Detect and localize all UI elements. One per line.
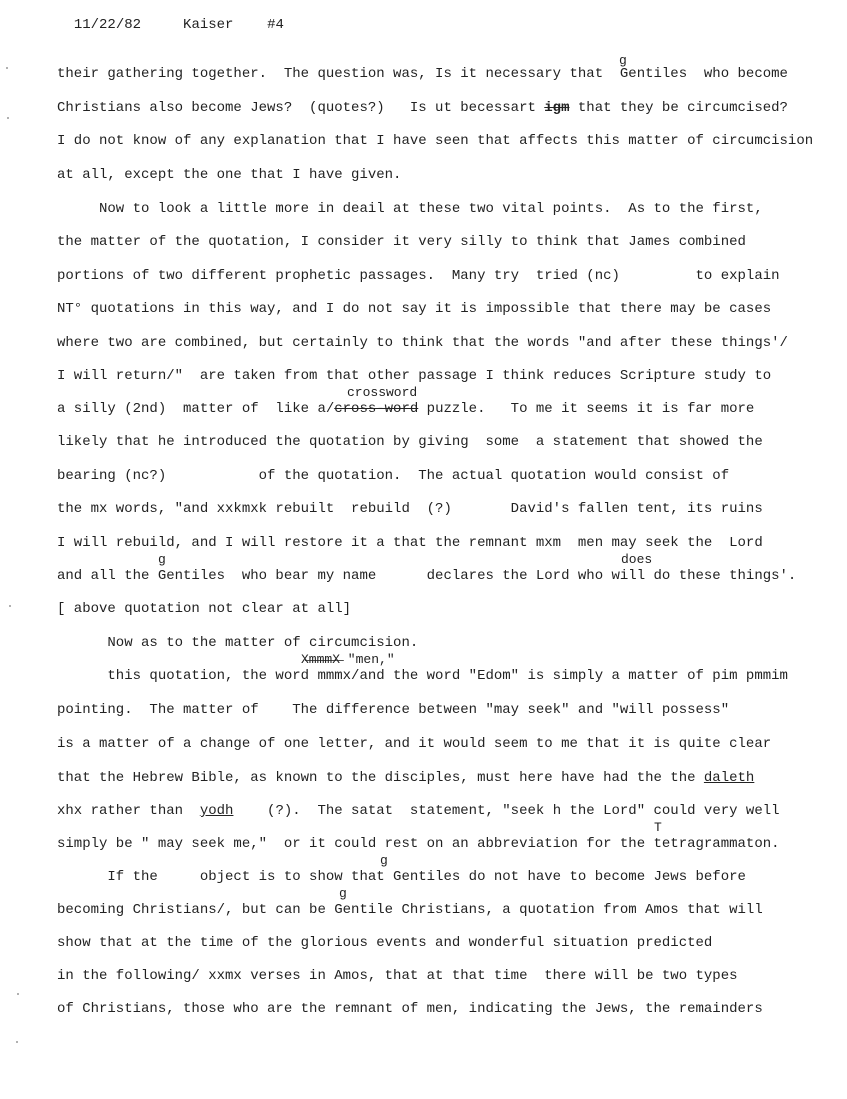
text-line-3: I do not know of any explanation that I have seen that affects this matter of circumcision [57, 133, 814, 149]
text-line-5: Now to look a little more in deail at these two vital points. As to the first, [57, 201, 763, 217]
annotation-does: does [621, 552, 653, 567]
text-line-29: of Christians, those who are the remnant of men, indicating the Jews, the remainders [57, 1001, 763, 1017]
text-line-11-c: puzzle. To me it seems it is far more [418, 401, 755, 417]
text-line-23-a: xhx rather than [57, 803, 200, 819]
text-line-9: where two are combined, but certainly to think that the words "and after these things'/ [57, 335, 788, 351]
text-line-28: in the following/ xxmx verses in Amos, that at that time there will be two types [57, 968, 738, 984]
text-line-7: portions of two different prophetic passages. Many try tried (nc) to explain [57, 268, 780, 284]
header-date: 11/22/82 [73, 17, 142, 33]
text-line-18: Now as to the matter of circumcision. [57, 635, 419, 651]
text-line-2-c: that they be circumcised? [569, 100, 788, 116]
text-line-23-c: (?). The satat statement, "seek h the Lord" could very well [233, 803, 780, 819]
text-line-10: I will return/" are taken from that other passage I think reduces Scripture study to [57, 368, 772, 384]
annotation-g-4: g [339, 886, 347, 901]
text-line-27: show that at the time of the glorious events and wonderful situation predicted [57, 935, 713, 951]
scan-speck [7, 117, 9, 119]
text-line-22 [57, 770, 754, 786]
text-line-6: the matter of the quotation, I consider it very silly to think that James combined [57, 234, 746, 250]
text-line-2-a: Christians also become Jews? (quotes?) Is ut becessart [57, 100, 545, 116]
text-line-11-a: a silly (2nd) matter of like a/ [57, 401, 335, 417]
annotation-g-1: g [619, 53, 627, 68]
scan-speck [9, 605, 11, 607]
annotation-crossword: crossword [347, 385, 418, 400]
annotation-g-3: g [380, 853, 388, 868]
scan-speck [17, 993, 19, 995]
text-line-15: I will rebuild, and I will restore it a that the remnant mxm men may seek the Lord [57, 535, 763, 551]
header-author: Kaiser [183, 17, 234, 33]
text-line-22-a: that the Hebrew Bible, as known to the disciples, must here have had the the [57, 770, 704, 786]
text-line-11 [57, 401, 754, 417]
text-line-16: and all the Gentiles who bear my name declares the Lord who will do these things'. [57, 568, 797, 584]
text-line-21: is a matter of a change of one letter, and it would seem to me that it is quite clear [57, 736, 772, 752]
struck-word-cross-word: cross-word [334, 401, 419, 417]
text-line-24: simply be " may seek me," or it could rest on an abbreviation for the tetragrammaton. [57, 836, 780, 852]
text-line-1: their gathering together. The question was, Is it necessary that Gentiles who become [57, 66, 788, 82]
text-line-4: at all, except the one that I have given. [57, 167, 402, 183]
annotation-men: X̶m̶m̶m̶X̶ "men," [301, 652, 395, 667]
text-line-13: bearing (nc?) of the quotation. The actual quotation would consist of [57, 468, 730, 484]
text-line-8: NT° quotations in this way, and I do not say it is impossible that there may be cases [57, 301, 772, 317]
text-line-12: likely that he introduced the quotation by giving some a statement that showed the [57, 434, 763, 450]
scan-speck [6, 67, 8, 69]
text-line-26: becoming Christians/, but can be Gentile Christians, a quotation from Amos that will [57, 902, 763, 918]
underlined-daleth: daleth [703, 770, 755, 786]
text-line-17: [ above quotation not clear at all] [57, 601, 352, 617]
document-header [57, 1, 284, 33]
text-line-23 [57, 803, 780, 819]
header-page-number: #4 [267, 17, 284, 33]
text-line-19: this quotation, the word mmmx/and the word "Edom" is simply a matter of pim pmmim [57, 668, 788, 684]
struck-word: igm [544, 100, 570, 116]
annotation-T: T [654, 820, 662, 835]
scan-speck [16, 1041, 18, 1043]
text-line-20: pointing. The matter of The difference between "may seek" and "will possess" [57, 702, 730, 718]
text-line-25: If the object is to show that Gentiles do not have to become Jews before [57, 869, 746, 885]
underlined-yodh: yodh [199, 803, 234, 819]
annotation-g-2: g [158, 552, 166, 567]
text-line-14: the mx words, "and xxkmxk rebuilt rebuild (?) David's fallen tent, its ruins [57, 501, 763, 517]
text-line-2 [57, 100, 788, 116]
